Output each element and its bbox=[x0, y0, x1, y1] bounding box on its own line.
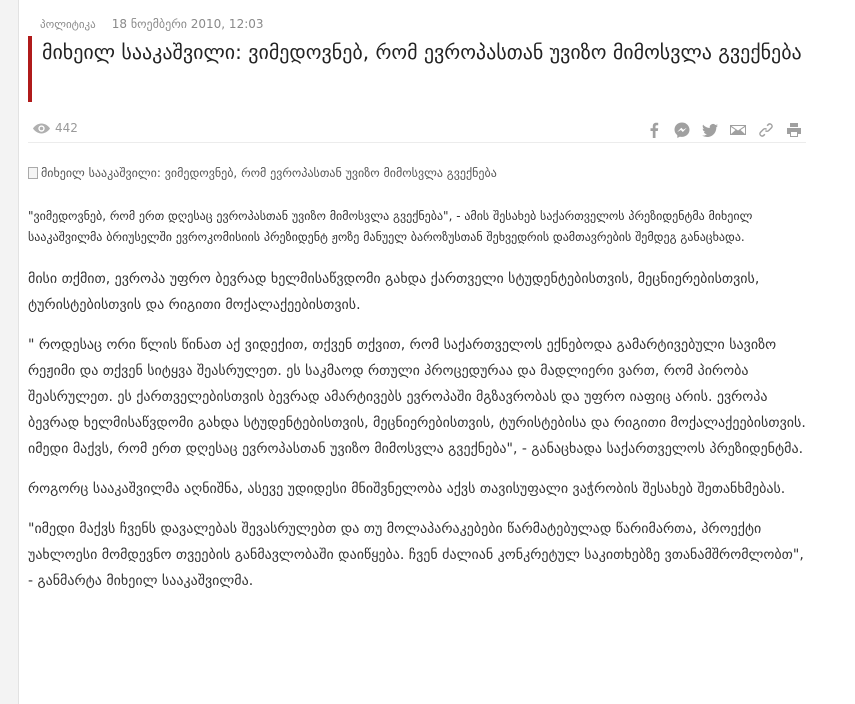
eye-icon bbox=[33, 123, 50, 134]
publish-date: 18 ნოემბერი 2010, 12:03 bbox=[111, 17, 264, 31]
article-body bbox=[28, 266, 806, 608]
article-toolbar bbox=[28, 118, 806, 143]
email-share-button[interactable] bbox=[728, 120, 748, 140]
paragraph: როგორც სააკაშვილმა აღნიშნა, ასევე უდიდესი მნიშვნელობა აქვს თავისუფალი ვაჭრობის შესახებ შეთანხმებას. bbox=[28, 481, 786, 497]
print-button[interactable] bbox=[784, 120, 804, 140]
category-link[interactable]: პოლიტიკა bbox=[40, 17, 96, 31]
facebook-share-button[interactable] bbox=[644, 120, 664, 140]
paragraph: მისი თქმით, ევროპა უფრო ბევრად ხელმისაწვდომი გახდა ქართველი სტუდენტებისთვის, მეცნიერებისთვის, ტურისტებისთვის და რიგითი მოქალაქეებისთვის. bbox=[28, 271, 760, 313]
copy-link-button[interactable] bbox=[756, 120, 776, 140]
facebook-icon bbox=[646, 122, 662, 138]
print-icon bbox=[786, 122, 802, 138]
views-count: 442 bbox=[55, 121, 78, 135]
left-rail bbox=[0, 0, 19, 704]
paragraph: " როდესაც ორი წლის წინათ აქ ვიდექით, თქვენ თქვით, რომ საქართველოს ექნებოდა გამარტივებული სავიზო რეჟიმი და თქვენ სიტყვა შეასრულეთ. ეს საკმაოდ რთული პროცედურაა და მადლიერი ვართ, რომ პირობა შეასრულეთ. ეს ქართველებისთვის ბევრად ამარტივებს ევროპაში მგზავრობას და უფრო იაფიც არის. ევროპა ბევრად ხელმისაწვდომი გახდა სტუდენტებისთვის, მეცნიერებისთვის, ტურისტებისა და რიგითი მოქალაქეებისთვის. იმედი მაქვს, რომ ერთ დღესაც ევროპასთან უვიზო მიმოსვლა გვექნება", - განაცხადა საქართველოს პრეზიდენტმა. bbox=[28, 337, 806, 457]
article-lead: "ვიმედოვნებ, რომ ერთ დღესაც ევროპასთან უვიზო მიმოსვლა გვექნება", - ამის შესახებ საქართველოს პრეზიდენტმა მიხეილ სააკაშვილმა ბრიუსელში ევროკომისიის პრეზიდენტ ჟოზე მანუელ ბაროზუსთან შეხვედრის დამთავრების შემდეგ განაცხადა. bbox=[28, 209, 753, 244]
article-image bbox=[28, 166, 497, 180]
twitter-icon bbox=[702, 122, 718, 138]
share-bar bbox=[644, 120, 804, 140]
article-title: მიხეილ სააკაშვილი: ვიმედოვნებ, რომ ევროპასთან უვიზო მიმოსვლა გვექნება bbox=[42, 40, 802, 64]
article-meta bbox=[40, 17, 264, 31]
link-icon bbox=[758, 122, 774, 138]
image-alt-text: მიხეილ სააკაშვილი: ვიმედოვნებ, რომ ევროპასთან უვიზო მიმოსვლა გვექნება bbox=[41, 166, 497, 180]
broken-image-icon bbox=[28, 167, 38, 179]
messenger-icon bbox=[674, 122, 690, 138]
views-counter bbox=[33, 121, 78, 135]
email-icon bbox=[730, 122, 746, 138]
paragraph: "იმედი მაქვს ჩვენს დავალებას შევასრულებთ და თუ მოლაპარაკებები წარმატებულად წარიმართა, პროექტი უახლოესი მომდევნო თვეების განმავლობაში დაიწყება. ჩვენ ძალიან კონკრეტულ საკითხებზე ვთანამშრომლობთ", - განმარტა მიხეილ სააკაშვილმა. bbox=[28, 521, 804, 589]
twitter-share-button[interactable] bbox=[700, 120, 720, 140]
messenger-share-button[interactable] bbox=[672, 120, 692, 140]
title-block bbox=[28, 36, 810, 102]
